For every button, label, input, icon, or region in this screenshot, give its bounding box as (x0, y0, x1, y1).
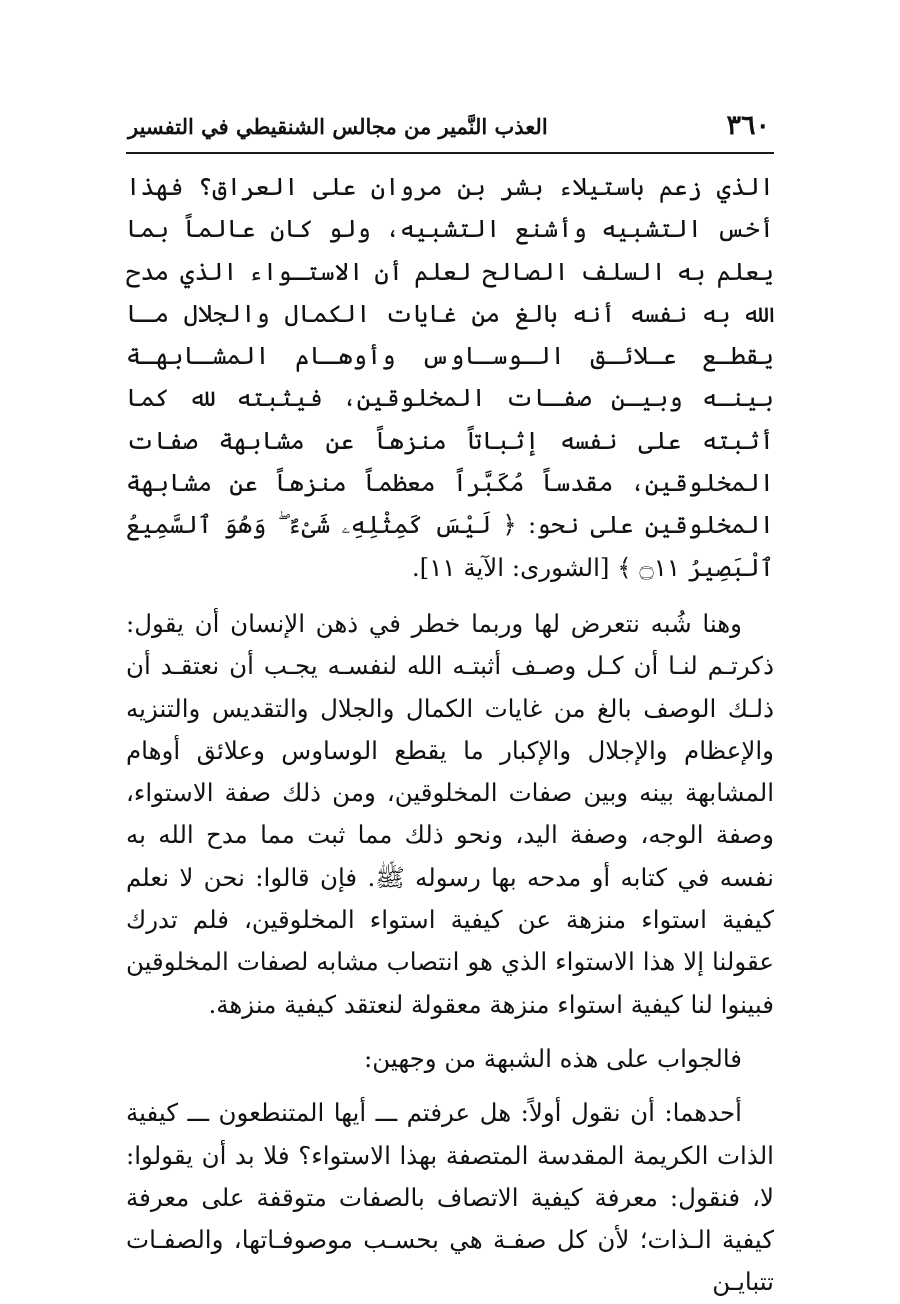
running-header (126, 108, 774, 154)
header-title: العذب النَّمير من مجالس الشنقيطي في التفسير (128, 114, 548, 139)
page-number: ٣٦٠ (726, 110, 770, 141)
book-page (126, 108, 774, 1304)
paragraph: أحدهما: أن نقول أولاً: هل عرفتم ـــ أيها المتنطعون ـــ كيفية الذات الكريمة المقدسة المتصفة بهذا الاستواء؟ فلا بد أن يقولوا: لا، فنقول: معرفة كيفية الاتصاف بالصفات متوقفة على معرفة كيفية الـذات؛ لأن كل صفـة هي بحسـب موصوفـاتها، والصفـات تتبايـن (126, 1098, 774, 1297)
page-body (126, 166, 774, 1304)
paragraph: وهنا شُبه نتعرض لها وربما خطر في ذهن الإنسان أن يقول: ذكرتـم لنـا أن كـل وصـف أثبتـه الله لنفسـه يجـب أن نعتقـد أن ذلـك الوصف بالغ من غايات الكمال والجلال والتقديس والتنزيه والإعظام والإجلال والإكبار ما يقطع الوساوس وعلائق أوهام المشابهة بينه وبين صفات المخلوقين، ومن ذلك صفة الاستواء، وصفة الوجه، وصفة اليد، ونحو ذلك مما ثبت مما مدح الله به نفسه في كتابه أو مدحه بها رسوله ﷺ. فإن قالوا: نحن لا نعلم كيفية استواء منزهة عن كيفية استواء المخلوقين، فلم تدرك عقولنا إلا هذا الاستواء الذي هو انتصاب مشابه لصفات المخلوقين فبينوا لنا كيفية استواء منزهة معقولة لنعتقد كيفية منزهة. (126, 608, 774, 1019)
paragraph: فالجواب على هذه الشبهة من وجهين: (364, 1043, 742, 1073)
paragraph: الذي زعم باستيلاء بشر بن مروان على العراق؟ فهذا أخس التشبيه وأشنع التشبيه، ولو كان عالماً بما يعلم به السلف الصالح لعلم أن الاستـواء الذي مدح الله به نفسه أنه بالغ من غايات الكمال والجلال مـا يقطـع عـلائـق الـوسـاوس وأوهـام المشـابهـة بينـه وبيـن صفـات المخلوقين، فيثبته لله كما أثبته على نفسه إثباتاً منزهاً عن مشابهة صفات المخلوقين، مقدساً مُكَبَّراً معظماً منزهاً عن مشابهة المخلوقين على نحو: ﴿ لَيْسَ كَمِثْلِهِۦ شَىْءٌ ۖ وَهُوَ ٱلسَّمِيعُ ٱلْبَصِيرُ ۝١١ ﴾ [الشورى: الآية ١١]. (126, 172, 774, 582)
